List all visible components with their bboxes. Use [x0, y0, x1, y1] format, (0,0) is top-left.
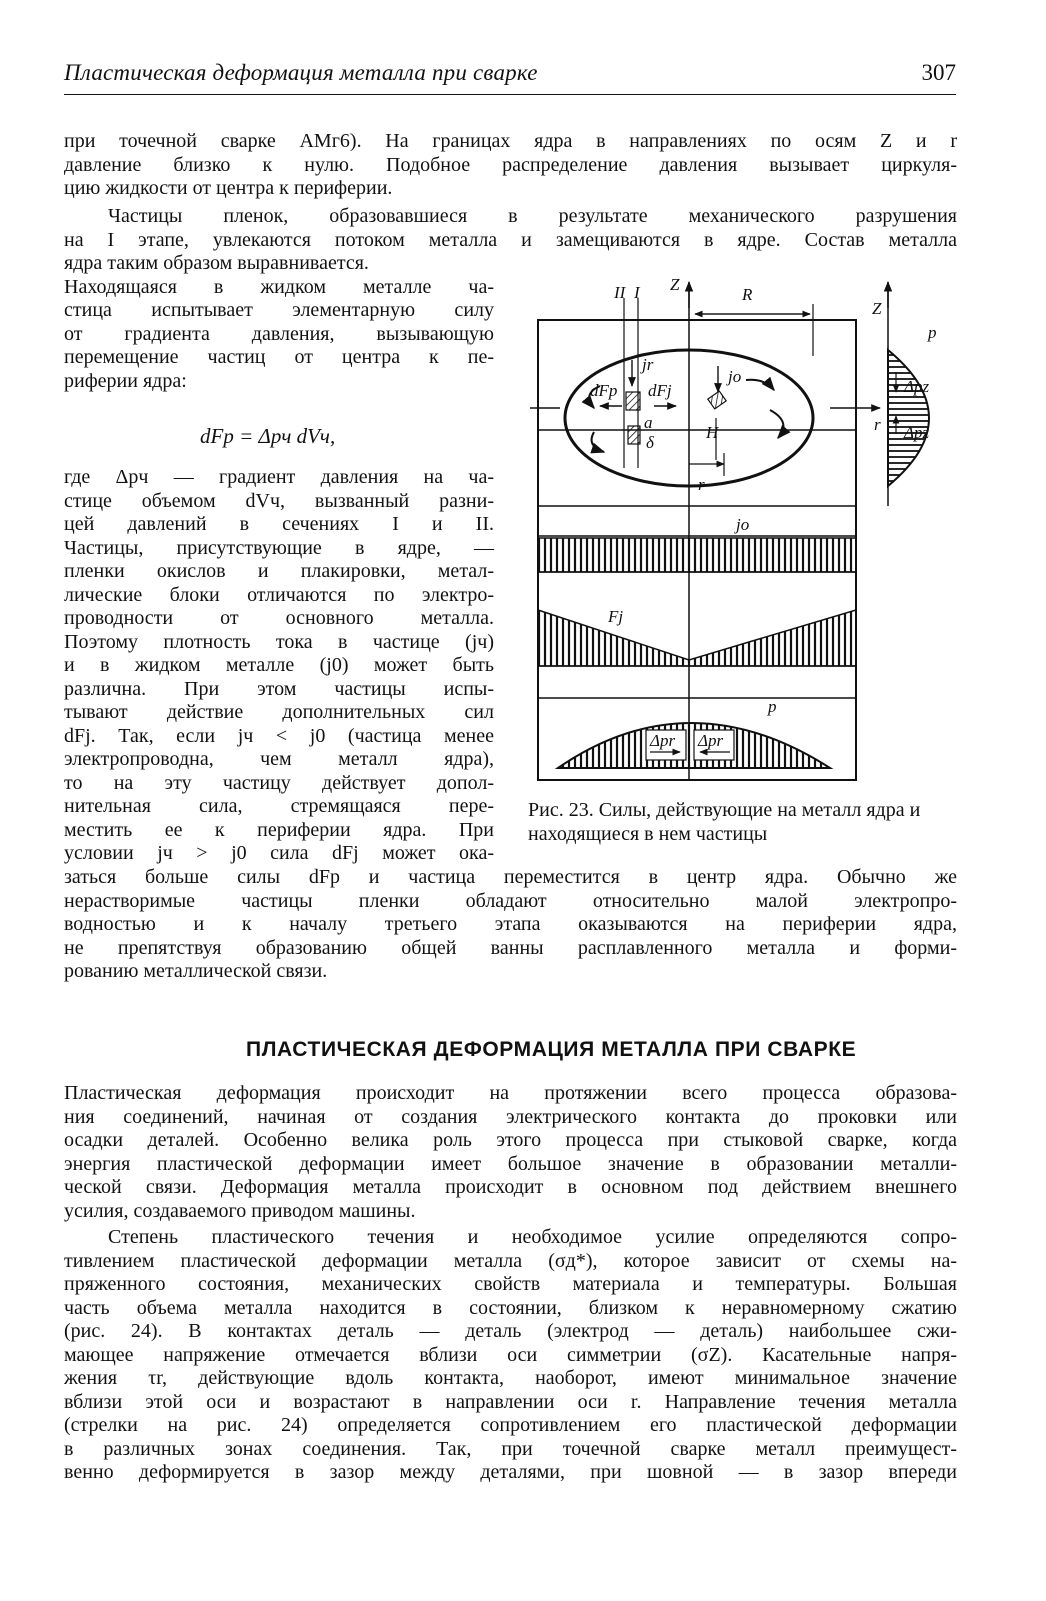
label-jr: jr: [642, 355, 654, 374]
text-line: венно деформируется в зазор между деталями, при шовной — в зазор впереди: [64, 1461, 957, 1483]
label-a: a: [644, 413, 653, 432]
text-line: нительная сила, стремящаяся пере-: [64, 795, 494, 817]
label-z-axis: Z: [670, 275, 680, 294]
text-line: (стрелки на рис. 24) определяется сопротивлением его пластической деформации: [64, 1414, 957, 1436]
text-line: вблизи этой оси и возрастают в направлении оси r. Направление течения металла: [64, 1390, 957, 1413]
text-line: ческой связи. Деформация металла происходит в основном под действием внешнего: [64, 1176, 957, 1198]
text-line: условии jч > j0 сила dFj может ока-: [64, 842, 494, 864]
label-fj: Fj: [608, 607, 624, 626]
particle-block: [626, 392, 640, 410]
text-line: цей давлений в сечениях I и II.: [64, 513, 494, 535]
label-section-ii: II: [614, 283, 626, 302]
label-section-i: I: [634, 283, 640, 302]
label-p-bottom: p: [768, 697, 777, 716]
label-dfj: dFj: [648, 381, 672, 400]
text-line: то на эту частицу действует допол-: [64, 771, 494, 794]
text-line: пленки окислов и плакировки, метал-: [64, 560, 494, 582]
text-line: перемещение частиц от центра к пе-: [64, 346, 494, 368]
label-j0-small: jo: [728, 367, 742, 386]
label-r-dimension: R: [742, 285, 753, 304]
pressure-diagram-z: [888, 350, 929, 486]
section-paragraph-1: [64, 1082, 957, 1223]
text-line: заться больше силы dFp и частица переместится в центр ядра. Обычно же: [64, 866, 957, 888]
label-dpz-1: Δpz: [904, 377, 930, 396]
text-line: часть объема металла находится в состоянии, близком к неравномерному сжатию: [64, 1296, 957, 1319]
text-line: Находящаяся в жидком металле ча-: [64, 275, 494, 298]
text-line: тивлением пластической деформации металла (σд*), которое зависит от схемы на-: [64, 1249, 957, 1272]
figure-caption: Рис. 23. Силы, действующие на металл ядра и находящиеся в нем частицы: [528, 799, 921, 845]
text-line: риферии ядра:: [64, 369, 187, 392]
text-line: цию жидкости от центра к периферии.: [64, 177, 393, 199]
text-line: мающее напряжение отмечается вблизи оси симметрии (σZ). Касательные напря-: [64, 1343, 957, 1366]
label-delta: δ: [646, 433, 654, 452]
figure-23-diagram: [530, 268, 960, 788]
text-line: при точечной сварке АМг6). На границах ядра в направлениях по осям Z и r: [64, 130, 957, 152]
text-line: жения τr, действующие вдоль контакта, наоборот, имеют минимальное значение: [64, 1367, 957, 1389]
text-line: рованию металлической связи.: [64, 960, 328, 982]
page-number: 307: [921, 60, 956, 85]
text-line: Степень пластического течения и необходимое усилие определяются сопро-: [108, 1226, 957, 1248]
text-line: усилия, создаваемого приводом машины.: [64, 1199, 416, 1222]
text-line: электропроводна, чем металл ядра),: [64, 748, 494, 770]
paragraph-2-left: [64, 252, 494, 393]
label-r-small: r: [698, 475, 705, 494]
label-dpr-1: Δpr: [650, 731, 676, 750]
text-line: на I этапе, увлекаются потоком металла и замещиваются в ядре. Состав металла: [64, 228, 957, 251]
text-line: стица испытывает элементарную силу: [64, 299, 494, 321]
paragraph-2-full: [64, 205, 957, 252]
section-heading: ПЛАСТИЧЕСКАЯ ДЕФОРМАЦИЯ МЕТАЛЛА ПРИ СВАРКЕ: [246, 1038, 857, 1061]
section-paragraph-2: [64, 1226, 957, 1485]
text-line: давление близко к нулю. Подобное распределение давления вызывает циркуля-: [64, 153, 957, 176]
label-dpr-2: Δpr: [698, 731, 724, 750]
paragraph-3-full: [64, 866, 957, 984]
current-density-band: [538, 538, 856, 572]
text-line: водностью и к началу третьего этапа оказываются на периферии ядра,: [64, 913, 957, 935]
text-line: тывают действие дополнительных сил: [64, 701, 494, 723]
force-fj-band: [538, 610, 856, 666]
intro-paragraph: [64, 130, 957, 201]
text-line: Частицы пленок, образовавшиеся в результате механического разрушения: [108, 205, 957, 227]
label-j0-band: jo: [736, 515, 750, 534]
label-dpz-2: Δpz: [904, 423, 930, 442]
text-line: от градиента давления, вызывающую: [64, 322, 494, 345]
text-line: лические блоки отличаются по электро-: [64, 583, 494, 606]
text-line: нерастворимые частицы пленки обладают относительно малой электропро-: [64, 889, 957, 912]
text-line: (рис. 24). В контактах деталь — деталь (электрод — деталь) наибольшее сжи-: [64, 1320, 957, 1342]
label-p: p: [928, 323, 937, 342]
running-title: Пластическая деформация металла при сварке: [64, 60, 538, 85]
label-h: H: [706, 423, 719, 442]
text-line: Пластическая деформация происходит на протяжении всего процесса образова-: [64, 1082, 957, 1104]
text-line: в различных зонах соединения. Так, при точечной сварке металл преимущест-: [64, 1437, 957, 1460]
text-line: и в жидком металле (j0) может быть: [64, 654, 494, 676]
text-line: ния соединений, начиная от создания электрического контакта до проковки или: [64, 1105, 957, 1128]
text-line: проводности от основного металла.: [64, 607, 494, 629]
text-line: dFj. Так, если jч < j0 (частица менее: [64, 724, 494, 747]
label-r-axis: r: [874, 415, 881, 434]
text-line: пряженного состояния, механических свойств материала и температуры. Большая: [64, 1273, 957, 1295]
text-line: энергия пластической деформации имеет большое значение в образовании металли-: [64, 1152, 957, 1175]
label-dfp: dFp: [590, 381, 618, 400]
text-line: осадки деталей. Особенно велика роль этого процесса при стыковой сварке, когда: [64, 1129, 957, 1151]
text-line: местить ее к периферии ядра. При: [64, 818, 494, 841]
text-line: ядра таким образом выравнивается.: [64, 252, 369, 274]
text-line: где Δpч — градиент давления на ча-: [64, 466, 494, 488]
formula: dFp = Δpч dVч,: [200, 424, 336, 448]
text-line: Частицы, присутствующие в ядре, —: [64, 536, 494, 559]
page-header: [64, 58, 956, 95]
paragraph-3-left: [64, 466, 494, 866]
text-line: Поэтому плотность тока в частице (jч): [64, 630, 494, 653]
text-line: не препятствуя образованию общей ванны расплавленного металла и форми-: [64, 936, 957, 959]
label-z-axis-right: Z: [872, 299, 882, 318]
text-line: различна. При этом частицы испы-: [64, 677, 494, 700]
text-line: стице объемом dVч, вызванный разни-: [64, 489, 494, 512]
